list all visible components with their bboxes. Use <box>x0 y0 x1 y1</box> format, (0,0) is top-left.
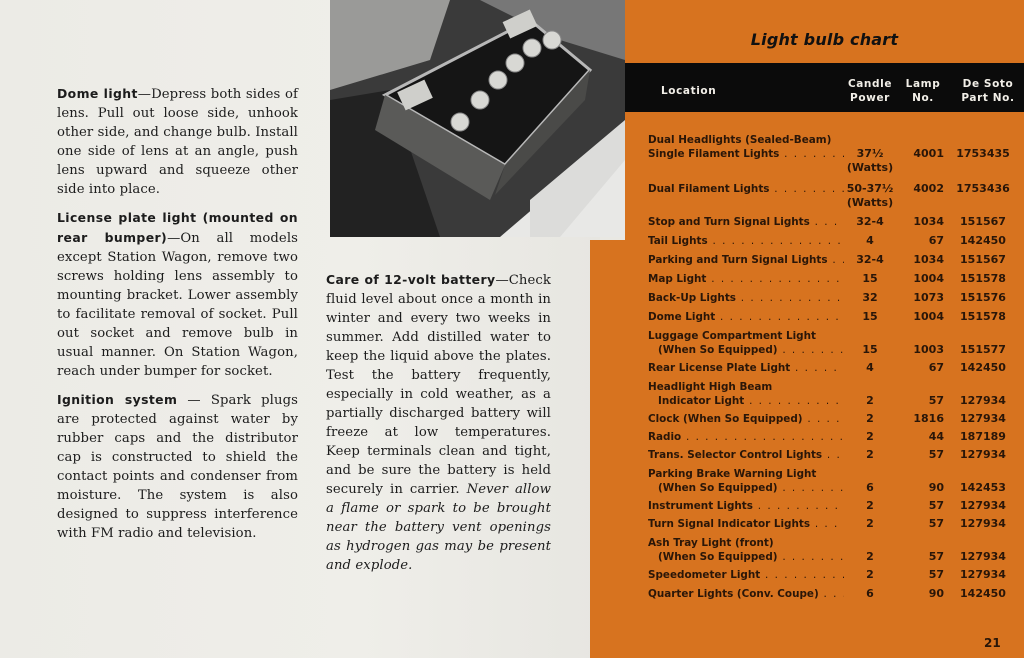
candle-power-value: 4 <box>866 234 874 247</box>
header-part-no: De Soto Part No. <box>961 78 1015 104</box>
lamp-number: 90 <box>928 587 944 600</box>
candle-power-value: 32 <box>862 291 878 304</box>
row-location <box>648 234 844 248</box>
row-location <box>648 430 844 444</box>
lamp-number: 44 <box>928 430 944 443</box>
lamp-number: 1073 <box>913 291 944 304</box>
table-row <box>648 587 1020 601</box>
location-line: Dual Headlights (Sealed-Beam) <box>648 134 832 146</box>
section-ignition-system: Ignition system — Spark plugs are protected against water by rubber caps and the distributor cap is constructed to shield the contact points and condenser from moisture. The system is also designed to suppress interference with FM radio and television. <box>57 392 298 541</box>
row-location <box>648 291 844 305</box>
lamp-number: 57 <box>928 568 944 581</box>
table-row <box>648 499 1020 513</box>
candle-power-value: 32-4 <box>856 253 884 266</box>
candle-power-value: 2 <box>866 550 874 563</box>
row-location <box>648 380 844 408</box>
table-row <box>648 329 1020 357</box>
lamp-number: 57 <box>928 448 944 461</box>
candle-power <box>846 587 894 601</box>
row-location <box>648 499 844 513</box>
table-row <box>648 517 1020 531</box>
part-number: 151578 <box>960 310 1006 323</box>
candle-power-value: 37½ <box>856 147 884 160</box>
candle-power <box>846 361 894 375</box>
row-location <box>648 412 844 426</box>
location-line: (When So Equipped) . . . <box>648 481 844 495</box>
part-number: 1753436 <box>956 182 1010 195</box>
row-location <box>648 329 844 357</box>
table-row <box>648 291 1020 305</box>
table-row <box>648 234 1020 248</box>
lamp-number: 4001 <box>913 147 944 160</box>
row-location <box>648 133 844 161</box>
lamp-number: 90 <box>928 481 944 494</box>
candle-power-value: 50-37½ <box>846 182 894 195</box>
candle-power <box>846 430 894 444</box>
candle-power-value: 6 <box>866 481 874 494</box>
location-line: Back-Up Lights . . . <box>648 291 844 305</box>
part-number: 127934 <box>960 568 1006 581</box>
lamp-number: 57 <box>928 499 944 512</box>
location-line: Stop and Turn Signal Lights . . . <box>648 215 844 229</box>
table-row <box>648 361 1020 375</box>
candle-power <box>846 272 894 286</box>
section-battery-care: Care of 12-volt battery—Check fluid level about once a month in winter and every two weeks in summer. Add distilled water to keep the liquid above the plates. Test the battery frequently, especially in cold weather, as a partially discharged battery will freeze at low temperatures. Keep terminals clean and tight, and be sure the battery is held securely in carrier. Never allow a flame or spark to be brought near the battery vent openings as hydrogen gas may be present and explode. <box>326 272 551 573</box>
part-number: 1753435 <box>956 147 1010 160</box>
candle-power-value: 15 <box>862 272 878 285</box>
part-number: 142450 <box>960 587 1006 600</box>
location-line: Speedometer Light . . . <box>648 568 844 582</box>
row-location <box>648 361 844 375</box>
part-number: 127934 <box>960 412 1006 425</box>
part-number: 127934 <box>960 517 1006 530</box>
location-line: Parking and Turn Signal Lights . . . <box>648 253 844 267</box>
location-line: Turn Signal Indicator Lights . . . <box>648 517 844 531</box>
page-number: 21 <box>984 636 1001 650</box>
table-row <box>648 310 1020 324</box>
lamp-number: 1003 <box>913 343 944 356</box>
location-line: Radio . . . <box>648 430 844 444</box>
candle-power <box>846 310 894 324</box>
lamp-number: 1004 <box>913 272 944 285</box>
part-number: 151576 <box>960 291 1006 304</box>
location-line: Dome Light . . . <box>648 310 844 324</box>
part-number: 151578 <box>960 272 1006 285</box>
row-location <box>648 568 844 582</box>
candle-power-value: 15 <box>862 343 878 356</box>
part-number: 142453 <box>960 481 1006 494</box>
candle-power-value: 2 <box>866 394 874 407</box>
table-row <box>648 182 1020 210</box>
table-row <box>648 380 1020 408</box>
table-row <box>648 467 1020 495</box>
row-location <box>648 536 844 564</box>
candle-power <box>846 550 894 564</box>
candle-power-value: 2 <box>866 430 874 443</box>
lamp-number: 67 <box>928 361 944 374</box>
candle-power <box>846 412 894 426</box>
location-line: Clock (When So Equipped) . . . <box>648 412 844 426</box>
candle-power-unit: (Watts) <box>846 161 894 174</box>
location-line: Single Filament Lights . . . <box>648 147 844 161</box>
section-license-plate-light: License plate light (mounted on rear bumper)—On all models except Station Wagon, remove two screws holding lens assembly to mounting bracket. Lower assembly to facilitate removal of socket. Pull out socket and remove bulb in usual manner. On Station Wagon, reach under bumper for socket. <box>57 210 299 379</box>
location-line: (When So Equipped) . . . <box>648 550 844 564</box>
row-location <box>648 215 844 229</box>
candle-power <box>846 448 894 462</box>
candle-power <box>846 182 894 210</box>
location-line: Instrument Lights . . . <box>648 499 844 513</box>
candle-power-value: 2 <box>866 448 874 461</box>
location-line: Map Light . . . <box>648 272 844 286</box>
candle-power <box>846 215 894 229</box>
part-number: 127934 <box>960 394 1006 407</box>
header-location: Location <box>661 85 717 97</box>
table-row <box>648 430 1020 444</box>
candle-power-value: 6 <box>866 587 874 600</box>
candle-power <box>846 499 894 513</box>
part-number: 187189 <box>960 430 1006 443</box>
candle-power <box>846 253 894 267</box>
bulb-table <box>648 128 1020 601</box>
table-row <box>648 412 1020 426</box>
section-dome-light: Dome light—Depress both sides of lens. Pull out loose side, unhook other side, and change bulb. Install one side of lens at an angle, push lens upward and squeeze other side into place. <box>57 86 298 197</box>
lamp-number: 1034 <box>913 253 944 266</box>
part-number: 151577 <box>960 343 1006 356</box>
left-column-text <box>57 84 298 552</box>
row-location <box>648 467 844 495</box>
lamp-number: 1034 <box>913 215 944 228</box>
table-row <box>648 215 1020 229</box>
row-location <box>648 310 844 324</box>
candle-power-unit: (Watts) <box>846 196 894 209</box>
part-number: 142450 <box>960 234 1006 247</box>
battery-warning: Never allow a flame or spark to be brought near the battery vent openings as hydrogen gas may be present and explode. <box>326 482 551 573</box>
candle-power-value: 2 <box>866 568 874 581</box>
part-number: 151567 <box>960 253 1006 266</box>
location-line: Parking Brake Warning Light <box>648 468 817 480</box>
table-row <box>648 448 1020 462</box>
location-line: Luggage Compartment Light <box>648 330 816 342</box>
row-location <box>648 448 844 462</box>
table-row <box>648 133 1020 175</box>
location-line: Quarter Lights (Conv. Coupe) . . . <box>648 587 844 601</box>
candle-power-value: 15 <box>862 310 878 323</box>
chart-title: Light bulb chart <box>750 30 899 49</box>
lamp-number: 4002 <box>913 182 944 195</box>
lamp-number: 67 <box>928 234 944 247</box>
candle-power <box>846 343 894 357</box>
candle-power <box>846 481 894 495</box>
candle-power <box>846 234 894 248</box>
location-line: Trans. Selector Control Lights . . . <box>648 448 844 462</box>
part-number: 142450 <box>960 361 1006 374</box>
location-line: Tail Lights . . . <box>648 234 844 248</box>
candle-power <box>846 568 894 582</box>
row-location <box>648 517 844 531</box>
candle-power-value: 4 <box>866 361 874 374</box>
candle-power <box>846 394 894 408</box>
row-location <box>648 587 844 601</box>
candle-power-value: 2 <box>866 517 874 530</box>
candle-power <box>846 291 894 305</box>
lamp-number: 57 <box>928 550 944 563</box>
lamp-number: 1816 <box>913 412 944 425</box>
location-line: Dual Filament Lights . . . <box>648 182 844 196</box>
location-line: Rear License Plate Light . . . <box>648 361 844 375</box>
part-number: 151567 <box>960 215 1006 228</box>
candle-power-value: 2 <box>866 499 874 512</box>
location-line: (When So Equipped) . . . <box>648 343 844 357</box>
row-location <box>648 272 844 286</box>
row-location <box>648 253 844 267</box>
location-line: Headlight High Beam <box>648 381 773 393</box>
battery-photo <box>330 0 625 237</box>
part-number: 127934 <box>960 448 1006 461</box>
lamp-number: 1004 <box>913 310 944 323</box>
battery-image-icon <box>330 0 625 237</box>
table-row <box>648 272 1020 286</box>
table-row <box>648 253 1020 267</box>
lamp-number: 57 <box>928 394 944 407</box>
lamp-number: 57 <box>928 517 944 530</box>
part-number: 127934 <box>960 499 1006 512</box>
row-location <box>648 182 844 196</box>
header-candle-power: Candle Power <box>847 78 893 104</box>
battery-column-text <box>326 270 551 584</box>
location-line: Indicator Light . . . <box>648 394 844 408</box>
table-row <box>648 536 1020 564</box>
header-lamp-no: Lamp No. <box>905 78 941 104</box>
candle-power <box>846 517 894 531</box>
chart-header-bar <box>625 63 1024 112</box>
table-row <box>648 568 1020 582</box>
part-number: 127934 <box>960 550 1006 563</box>
candle-power-value: 32-4 <box>856 215 884 228</box>
candle-power <box>846 147 894 175</box>
candle-power-value: 2 <box>866 412 874 425</box>
location-line: Ash Tray Light (front) <box>648 537 774 549</box>
